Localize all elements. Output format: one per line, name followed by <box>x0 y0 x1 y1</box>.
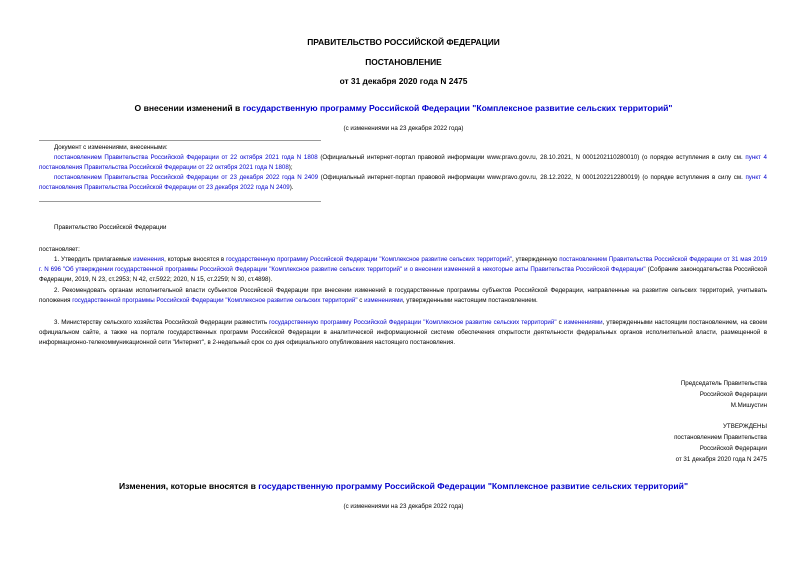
divider-bottom <box>39 201 321 202</box>
amendment-1-end: ); <box>288 164 293 171</box>
signature-title: Председатель Правительства <box>680 380 767 387</box>
signature-country: Российской Федерации <box>699 391 767 398</box>
paragraph-1 <box>39 255 767 285</box>
p2-text-b: с <box>357 297 365 304</box>
p1-text-a: 1. Утвердить прилагаемые <box>54 256 134 263</box>
amendment-item-2 <box>39 173 767 193</box>
p3-text-b: с <box>556 319 564 326</box>
amendments-block <box>39 143 767 193</box>
amendment-1-text: (Официальный интернет-портал правовой информации www.pravo.gov.ru, 28.10.2021, N 0001202110280010) (о порядке вступления в силу см. <box>317 154 746 161</box>
p1-text-b: , которые вносятся в <box>164 256 227 263</box>
body-resolves: постановляет: <box>39 246 80 253</box>
approved-title: УТВЕРЖДЕНЫ <box>723 423 767 430</box>
p3-changes-link[interactable]: изменениями <box>563 319 603 326</box>
amendment-2-point-link[interactable]: пункт 4 постановления Правительства Российской Федерации от 23 декабря 2022 года N 2409 <box>39 174 767 191</box>
title-prefix: О внесении изменений в <box>134 103 243 113</box>
date-number-heading: от 31 декабря 2020 года N 2475 <box>339 76 468 86</box>
divider-top <box>39 140 321 141</box>
p2-text-c: , утвержденными настоящим постановлением. <box>402 297 538 304</box>
document-title <box>0 103 807 113</box>
p1-resolution-link[interactable]: постановлением Правительства Российской Федерации от 31 мая 2019 г. N 696 "Об утверждении государственной программы Российской Федерации "Комплексное развитие сельских территорий" и о внесении изменений в некоторые акты Правительства Российской Федерации" <box>39 256 767 273</box>
changes-edition-note: (с изменениями на 23 декабря 2022 года) <box>343 503 464 510</box>
government-heading: ПРАВИТЕЛЬСТВО РОССИЙСКОЙ ФЕДЕРАЦИИ <box>307 37 500 47</box>
changes-title-prefix: Изменения, которые вносятся в <box>118 481 259 491</box>
changes-program-link[interactable]: государственную программу Российской Федерации "Комплексное развитие сельских территорий" <box>258 481 689 491</box>
p2-text-a: 2. Рекомендовать органам исполнительной власти субъектов Российской Федерации при внесении изменений в государственные программы субъектов Российской Федерации, направленные на развитие сельских территорий, учитывать положения <box>39 287 767 304</box>
amendment-1-point-link[interactable]: пункт 4 постановления Правительства Российской Федерации от 22 октября 2021 года N 1808 <box>39 154 767 171</box>
edition-note: (с изменениями на 23 декабря 2022 года) <box>343 125 464 132</box>
changes-title <box>0 481 807 491</box>
program-link[interactable]: государственную программу Российской Федерации "Комплексное развитие сельских территорий" <box>242 103 673 113</box>
p3-program-link[interactable]: государственную программу Российской Федерации "Комплексное развитие сельских территорий" <box>269 319 557 326</box>
amendment-1-link[interactable]: постановлением Правительства Российской Федерации от 22 октября 2021 года N 1808 <box>54 154 318 161</box>
paragraph-3 <box>39 318 767 348</box>
approved-date: от 31 декабря 2020 года N 2475 <box>675 456 767 463</box>
approved-by: постановлением Правительства <box>674 434 767 441</box>
p1-changes-link[interactable]: изменения <box>133 256 165 263</box>
paragraph-2 <box>39 286 767 306</box>
approved-country: Российской Федерации <box>699 445 767 452</box>
amendment-2-link[interactable]: постановлением Правительства Российской Федерации от 23 декабря 2022 года N 2409 <box>54 174 319 181</box>
p1-text-d: (Собрание законодательства Российской Федерации, 2019, N 23, ст.2953; N 42, ст.5922; 2020, N 15, ст.2259; N 30, ст.4898). <box>39 266 768 283</box>
amendment-2-end: ). <box>289 184 294 191</box>
signature-name: М.Мишустин <box>730 402 767 409</box>
p1-text-c: , утвержденную <box>512 256 560 263</box>
amendment-2-text: (Официальный интернет-портал правовой информации www.pravo.gov.ru, 28.12.2022, N 0001202212280019) (о порядке вступления в силу см. <box>318 174 746 181</box>
approved-block <box>627 421 767 465</box>
p3-text-c: , утвержденными настоящим постановлением, на своем официальном сайте, а также на портале государственных программ Российской Федерации в аналитической информационной системе обеспечения открытости деятельности федеральных органов исполнительной власти, размещенной в информационно-телекоммуникационной сети "Интернет", в 2-недельный срок со дня официального опубликования настоящего постановления. <box>39 319 767 346</box>
p3-text-a: 3. Министерству сельского хозяйства Российской Федерации разместить <box>54 319 270 326</box>
amendment-item-1 <box>39 153 767 173</box>
p1-program-link[interactable]: государственную программу Российской Федерации "Комплексное развитие сельских территорий" <box>226 256 512 263</box>
amendments-intro: Документ с изменениями, внесенными: <box>54 144 168 151</box>
doc-type-heading: ПОСТАНОВЛЕНИЕ <box>365 57 442 67</box>
signature-block <box>627 378 767 411</box>
body-government: Правительство Российской Федерации <box>54 224 167 231</box>
p2-changes-link[interactable]: изменениями <box>364 297 403 304</box>
p2-program-link[interactable]: государственной программы Российской Федерации "Комплексное развитие сельских территорий" <box>72 297 358 304</box>
